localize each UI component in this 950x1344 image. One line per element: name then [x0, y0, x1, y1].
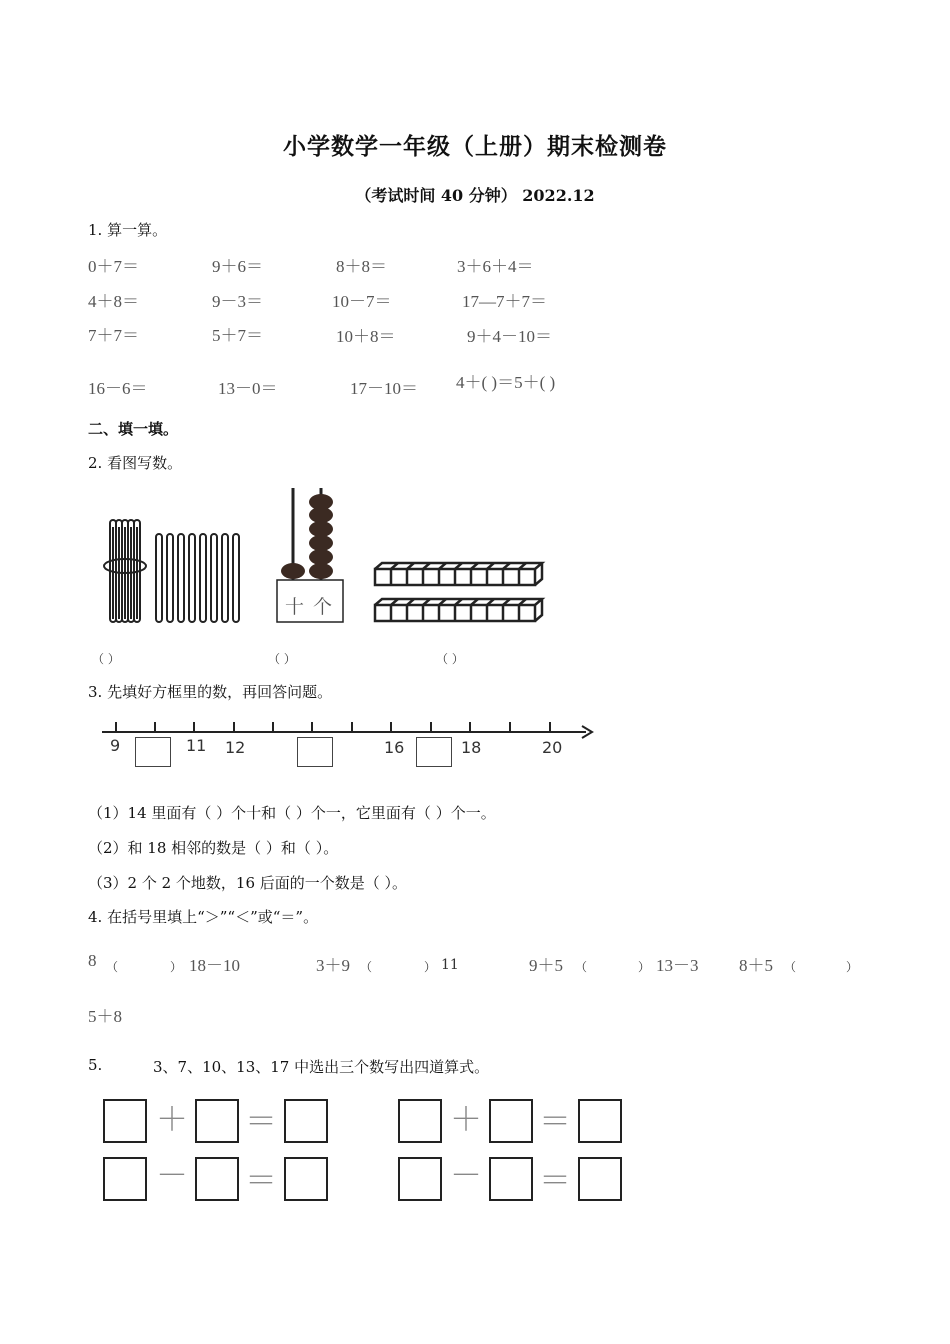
- nl-label-16: 16: [384, 738, 405, 757]
- nl-answer-box-14[interactable]: [297, 737, 333, 767]
- q3-sub3: （3）2 个 2 个地数，16 后面的一个数是（ ）。: [88, 874, 408, 892]
- plus-sign: ＋: [450, 1100, 483, 1138]
- q5-eq1-box2[interactable]: [195, 1099, 239, 1143]
- q4-item4-left: 8＋5: [739, 956, 773, 975]
- q1-r1-c3: 8＋8＝: [336, 257, 387, 276]
- page-title: 小学数学一年级（上册）期末检测卷: [283, 133, 667, 160]
- minus-sign: －: [450, 1156, 483, 1194]
- page-subtitle: （考试时间 40 分钟） 2022.12: [355, 186, 595, 205]
- single-sticks: [156, 534, 239, 622]
- abacus-ones-label: 个: [313, 596, 333, 618]
- q2-answer-blank-2[interactable]: （ ）: [268, 652, 296, 666]
- equals-sign: ＝: [539, 1161, 572, 1199]
- q5-eq3-box2[interactable]: [195, 1157, 239, 1201]
- equals-sign: ＝: [539, 1102, 572, 1140]
- nl-answer-box-10[interactable]: [135, 737, 171, 767]
- nl-label-12: 12: [225, 738, 246, 757]
- q1-r2-c4: 17—7＋7＝: [462, 292, 547, 311]
- q4-item2-paren-open: （: [360, 960, 373, 974]
- q4-item2-left: 3＋9: [316, 956, 350, 975]
- q5-eq3-box1[interactable]: [103, 1157, 147, 1201]
- plus-sign: ＋: [156, 1100, 189, 1138]
- nl-label-9: 9: [110, 736, 121, 755]
- q4-prompt: 4. 在括号里填上“＞”“＜”或“＝”。: [88, 908, 319, 926]
- minus-sign: －: [156, 1156, 189, 1194]
- q4-item3-left: 9＋5: [529, 956, 563, 975]
- nl-label-18: 18: [461, 738, 482, 757]
- section-heading: 二、填一填。: [88, 420, 179, 438]
- q2-prompt: 2. 看图写数。: [88, 454, 183, 472]
- q5-eq3-box3[interactable]: [284, 1157, 328, 1201]
- q5-eq1-box1[interactable]: [103, 1099, 147, 1143]
- q1-prompt: 1. 算一算。: [88, 221, 168, 239]
- number-line: [100, 716, 600, 746]
- q4-item4-paren-close: ）: [846, 960, 859, 974]
- q4-item4-paren-open: （: [784, 960, 797, 974]
- q1-r2-c2: 9－3＝: [212, 292, 263, 311]
- q1-r2-c1: 4＋8＝: [88, 292, 139, 311]
- equals-sign: ＝: [245, 1161, 278, 1199]
- q3-prompt: 3. 先填好方框里的数，再回答问题。: [88, 683, 333, 701]
- abacus-tens-label: 十: [285, 596, 305, 618]
- bundle-of-ten-sticks: [104, 520, 146, 622]
- q2-answer-blank-1[interactable]: （ ）: [92, 652, 120, 666]
- q4-item2-right: 11: [441, 957, 459, 973]
- q3-sub2: （2）和 18 相邻的数是（ ）和（ ）。: [88, 839, 339, 857]
- q1-r3-c2: 5＋7＝: [212, 326, 263, 345]
- q5-eq2-box3[interactable]: [578, 1099, 622, 1143]
- q4-item1-paren-close: ）: [170, 960, 183, 974]
- q1-r4-c4: 4＋( )＝5＋( ): [456, 373, 556, 392]
- q1-r4-c1: 16－6＝: [88, 379, 148, 398]
- q3-sub1: （1）14 里面有（ ）个十和（ ）个一，它里面有（ ）个一。: [88, 804, 496, 822]
- q4-item3-paren-open: （: [575, 960, 588, 974]
- q4-item1-left: 8: [88, 951, 97, 970]
- nl-label-11: 11: [186, 736, 207, 755]
- q4-item3-paren-close: ）: [638, 960, 651, 974]
- q2-answer-blank-3[interactable]: （ ）: [436, 652, 464, 666]
- q1-r1-c4: 3＋6＋4＝: [457, 257, 534, 276]
- q5-eq2-box1[interactable]: [398, 1099, 442, 1143]
- q5-eq2-box2[interactable]: [489, 1099, 533, 1143]
- q4-item1-right: 18－10: [189, 956, 240, 975]
- q1-r1-c1: 0＋7＝: [88, 257, 139, 276]
- q1-r3-c4: 9＋4－10＝: [467, 327, 552, 346]
- q1-r3-c3: 10＋8＝: [336, 327, 396, 346]
- q5-eq4-box1[interactable]: [398, 1157, 442, 1201]
- sticks-figure: [100, 515, 250, 627]
- q4-item4-right: 5＋8: [88, 1007, 122, 1026]
- q5-number: 5.: [88, 1056, 103, 1074]
- q4-item1-paren-open: （: [106, 960, 119, 974]
- q1-r4-c2: 13－0＝: [218, 379, 278, 398]
- cubes-figure: [372, 560, 548, 626]
- q4-item3-right: 13－3: [656, 956, 699, 975]
- q5-eq4-box3[interactable]: [578, 1157, 622, 1201]
- abacus-figure: [270, 486, 350, 628]
- q1-r1-c2: 9＋6＝: [212, 257, 263, 276]
- q1-r2-c3: 10－7＝: [332, 292, 392, 311]
- q1-r4-c3: 17－10＝: [350, 379, 418, 398]
- equals-sign: ＝: [245, 1102, 278, 1140]
- q1-r3-c1: 7＋7＝: [88, 326, 139, 345]
- q5-prompt: 3、7、10、13、17 中选出三个数写出四道算式。: [153, 1058, 490, 1076]
- q5-eq4-box2[interactable]: [489, 1157, 533, 1201]
- nl-label-20: 20: [542, 738, 563, 757]
- q4-item2-paren-close: ）: [424, 960, 437, 974]
- nl-answer-box-17[interactable]: [416, 737, 452, 767]
- q5-eq1-box3[interactable]: [284, 1099, 328, 1143]
